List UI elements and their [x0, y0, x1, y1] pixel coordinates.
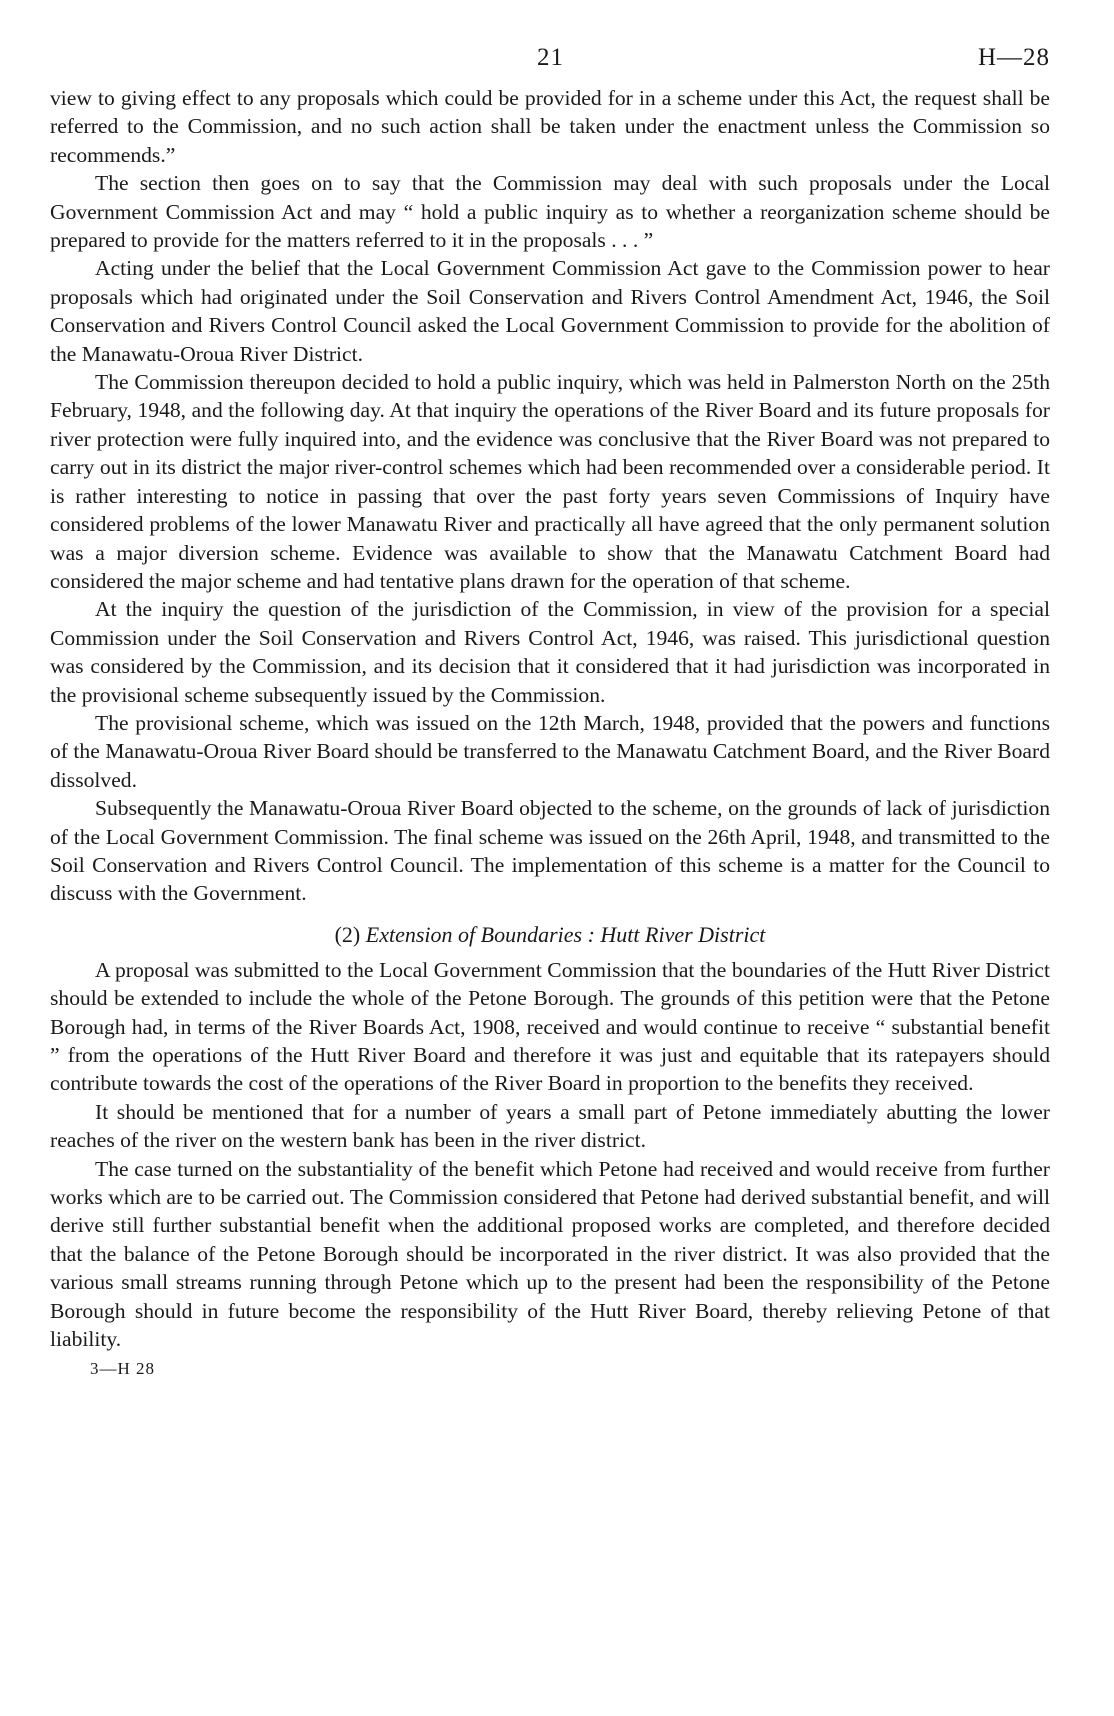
section-title: Extension of Boundaries :: [365, 921, 595, 947]
paragraph: It should be mentioned that for a number of years a small part of Petone immediately abutting the lower reaches of the river on the western bank has been in the river district.: [50, 1099, 1050, 1153]
signature-mark: 3—H 28: [90, 1359, 156, 1379]
section-heading: [50, 920, 1050, 950]
paragraph: Acting under the belief that the Local Government Commission Act gave to the Commission power to hear proposals which had originated under the Soil Conservation and Rivers Control Amendment Act, 1946, the Soil Conservation and Rivers Control Council asked the Local Government Commission to provide for the abolition of the Manawatu-Oroua River District.: [50, 256, 1050, 366]
paragraph: The Commission thereupon decided to hold a public inquiry, which was held in Palmerston North on the 25th February, 1948, and the following day. At that inquiry the operations of the River Board and its future proposals for river protection were fully inquired into, and the evidence was conclusive that the River Board was not prepared to carry out in its district the major river-control schemes which had been recommended over a considerable period. It is rather interesting to notice in passing that over the past forty years seven Commissions of Inquiry have considered problems of the lower Manawatu River and practically all have agreed that the only permanent solution was a major diversion scheme. Evidence was available to show that the Manawatu Catchment Board had considered the major scheme and had tentative plans drawn for the operation of that scheme.: [50, 370, 1050, 593]
paragraph: The case turned on the substantiality of the benefit which Petone had received and would receive from further works which are to be carried out. The Commission considered that Petone had derived substantial benefit, and will derive still further substantial benefit when the additional proposed works are completed, and therefore decided that the balance of the Petone Borough should be incorporated in the river district. It was also provided that the various small streams running through Petone which up to the present had been the responsibility of the Petone Borough should in future become the responsibility of the Hutt River Board, thereby relieving Petone of that liability.: [50, 1156, 1050, 1352]
section-number: (2): [334, 921, 361, 947]
page-header: [50, 44, 1050, 84]
paragraph-continued: view to giving effect to any proposals which could be provided for in a scheme under this Act, the request shall be referred to the Commission, and no such action shall be taken under the enactment unless the Commission so recommends.”: [50, 86, 1050, 167]
paragraph: At the inquiry the question of the jurisdiction of the Commission, in view of the provision for a special Commission under the Soil Conservation and Rivers Control Act, 1946, was raised. This jurisdictional question was considered by the Commission, and its decision that it considered that it had jurisdiction was incorporated in the provisional scheme subsequently issued by the Commission.: [50, 597, 1050, 707]
paragraph: Subsequently the Manawatu-Oroua River Board objected to the scheme, on the grounds of lack of jurisdiction of the Local Government Commission. The final scheme was issued on the 26th April, 1948, and transmitted to the Soil Conservation and Rivers Control Council. The implementation of this scheme is a matter for the Council to discuss with the Government.: [50, 796, 1050, 906]
page-number: 21: [537, 44, 564, 71]
paragraph: A proposal was submitted to the Local Government Commission that the boundaries of the Hutt River District should be extended to include the whole of the Petone Borough. The grounds of this petition were that the Petone Borough had, in terms of the River Boards Act, 1908, received and would continue to receive “ substantial benefit ” from the operations of the Hutt River Board and therefore it was just and equitable that its ratepayers should contribute towards the cost of the operations of the River Board in proportion to the benefits they received.: [50, 957, 1050, 1096]
paragraph: The section then goes on to say that the Commission may deal with such proposals under the Local Government Commission Act and may “ hold a public inquiry as to whether a reorganization scheme should be prepared to provide for the matters referred to it in the proposals . . . ”: [50, 171, 1050, 253]
document-page: [50, 44, 1050, 1379]
paragraph: The provisional scheme, which was issued on the 12th March, 1948, provided that the powers and functions of the Manawatu-Oroua River Board should be transferred to the Manawatu Catchment Board, and the River Board dissolved.: [50, 710, 1050, 792]
section-subtitle: Hutt River District: [600, 921, 766, 947]
document-code: H—28: [977, 44, 1050, 71]
document-body: [50, 84, 1050, 1353]
